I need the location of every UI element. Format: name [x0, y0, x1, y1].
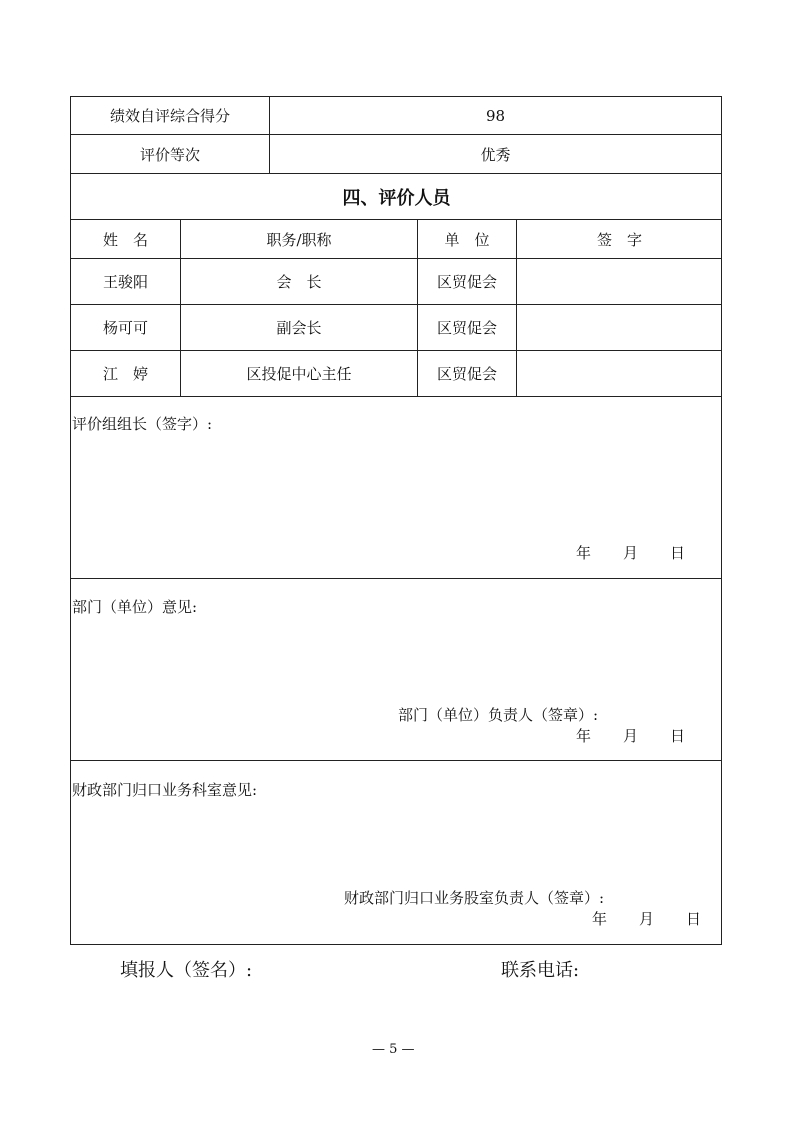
header-unit: 单 位	[444, 230, 490, 249]
grade-value: 优秀	[480, 145, 511, 164]
day-label: 日	[670, 727, 686, 745]
member-unit: 区贸促会	[436, 273, 497, 291]
member-signature-field[interactable]	[517, 259, 722, 304]
header-name: 姓 名	[102, 230, 148, 249]
year-label: 年	[592, 910, 608, 928]
filler-signature-label: 填报人（签名）:	[120, 960, 253, 981]
department-opinion-label: 部门（单位）意见:	[72, 598, 198, 616]
day-label: 日	[686, 910, 702, 928]
member-unit: 区贸促会	[436, 365, 497, 383]
month-label: 月	[639, 910, 655, 928]
department-signer-label: 部门（单位）负责人（签章）:	[398, 706, 599, 724]
member-signature-field[interactable]	[517, 351, 722, 396]
member-title: 会 长	[276, 273, 322, 291]
day-label: 日	[670, 544, 686, 562]
score-label: 绩效自评综合得分	[109, 107, 230, 125]
member-name: 江 婷	[102, 365, 148, 383]
row-divider	[70, 760, 722, 761]
member-unit: 区贸促会	[436, 319, 497, 337]
year-label: 年	[576, 544, 592, 562]
member-title: 副会长	[276, 319, 322, 337]
member-title: 区投促中心主任	[246, 365, 352, 383]
header-signature: 签 字	[596, 230, 642, 249]
phone-label: 联系电话:	[501, 960, 580, 981]
month-label: 月	[623, 727, 639, 745]
member-name: 杨可可	[102, 319, 148, 337]
department-date	[576, 725, 685, 746]
row-divider	[70, 396, 722, 397]
member-name: 王骏阳	[102, 273, 148, 291]
finance-date	[592, 908, 701, 929]
finance-signer-label: 财政部门归口业务股室负责人（签章）:	[344, 889, 605, 907]
grade-label: 评价等次	[139, 145, 200, 164]
month-label: 月	[623, 544, 639, 562]
leader-date	[576, 542, 685, 563]
header-title: 职务/职称	[266, 230, 332, 249]
section-title: 四、评价人员	[342, 187, 451, 209]
finance-opinion-label: 财政部门归口业务科室意见:	[72, 781, 258, 799]
row-divider	[70, 578, 722, 579]
leader-signature-label: 评价组组长（签字）:	[72, 415, 213, 433]
member-signature-field[interactable]	[517, 305, 722, 350]
page-number: — 5 —	[372, 1042, 415, 1057]
year-label: 年	[576, 727, 592, 745]
score-value: 98	[485, 106, 506, 125]
